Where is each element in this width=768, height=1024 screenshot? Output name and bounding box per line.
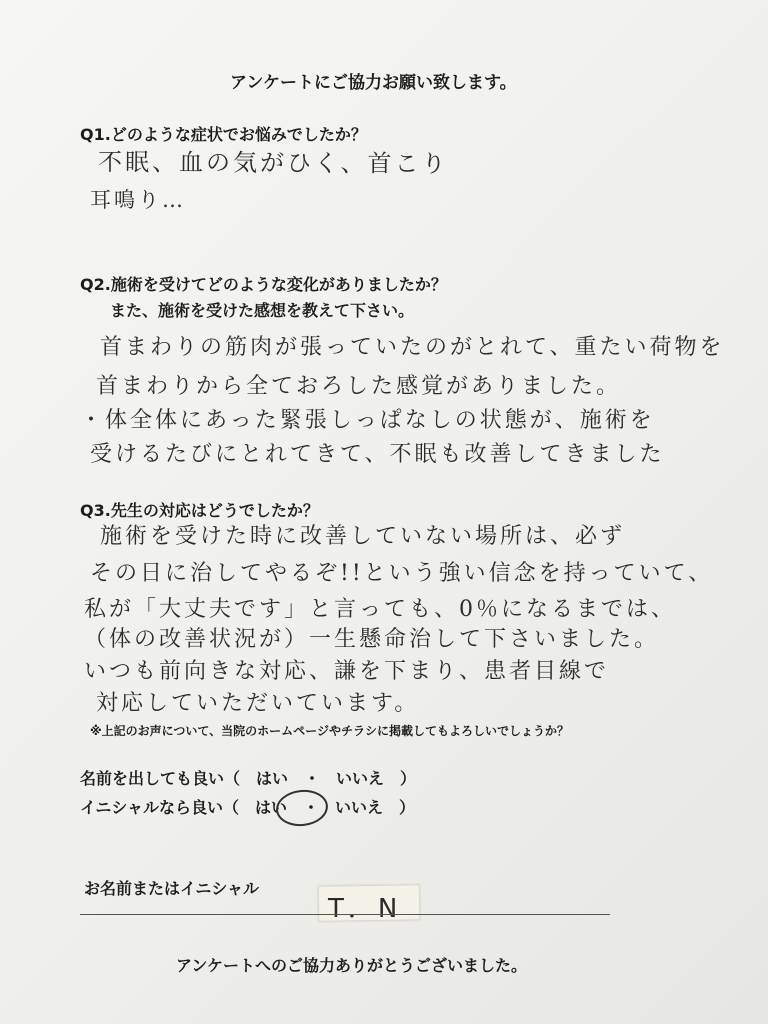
answer-3-line-4: （体の改善状況が）一生懸命治して下さいました。 <box>84 627 660 652</box>
name-underline <box>80 914 610 915</box>
answer-2-line-1: 首まわりの筋肉が張っていたのがとれて、重たい荷物を <box>100 335 725 360</box>
survey-title: アンケートにご協力お願い致します。 <box>230 73 517 93</box>
answer-3-line-5: いつも前向きな対応、謙を下まり、患者目線で <box>84 659 610 684</box>
initials-value: T．N <box>328 894 402 924</box>
answer-3-line-3: 私が「大丈夫です」と言っても、0％になるまでは、 <box>84 597 676 622</box>
option-name-consent: 名前を出しても良い（ はい ・ いいえ ） <box>80 769 417 788</box>
question-3: Q3.先生の対応はどうでしたか？ <box>80 501 319 520</box>
answer-2-line-3: ・体全体にあった緊張しっぱなしの状態が、施術を <box>80 408 655 433</box>
question-1: Q1.どのような症状でお悩みでしたか？ <box>80 125 367 144</box>
thanks-message: アンケートへのご協力ありがとうございました。 <box>176 956 528 975</box>
answer-2-line-2: 首まわりから全ておろした感覚がありました。 <box>96 374 622 399</box>
consent-note: ※上記のお声について、当院のホームページやチラシに掲載してもよろしいでしょうか？ <box>90 724 569 738</box>
answer-3-line-1: 施術を受けた時に改善していない場所は、必ず <box>100 524 626 549</box>
answer-2-line-4: 受けるたびにとれてきて、不眠も改善してきました <box>90 442 665 467</box>
answer-3-line-2: その日に治してやるぞ!!という強い信念を持っていて、 <box>90 561 714 586</box>
selected-yes-circle <box>274 787 329 828</box>
question-2-line-1: Q2.施術を受けてどのような変化がありましたか？ <box>80 275 447 294</box>
answer-1-line-1: 不眠、血の気がひく、首こり <box>97 148 449 178</box>
option-initial-consent: イニシャルなら良い（ はい ・ いいえ ） <box>80 798 416 817</box>
question-2-line-2: また、施術を受けた感想を教えて下さい。 <box>110 301 415 320</box>
answer-3-line-6: 対応していただいています。 <box>96 691 420 716</box>
answer-1-line-2: 耳鳴り… <box>90 188 186 212</box>
name-label: お名前またはイニシャル <box>84 879 260 898</box>
